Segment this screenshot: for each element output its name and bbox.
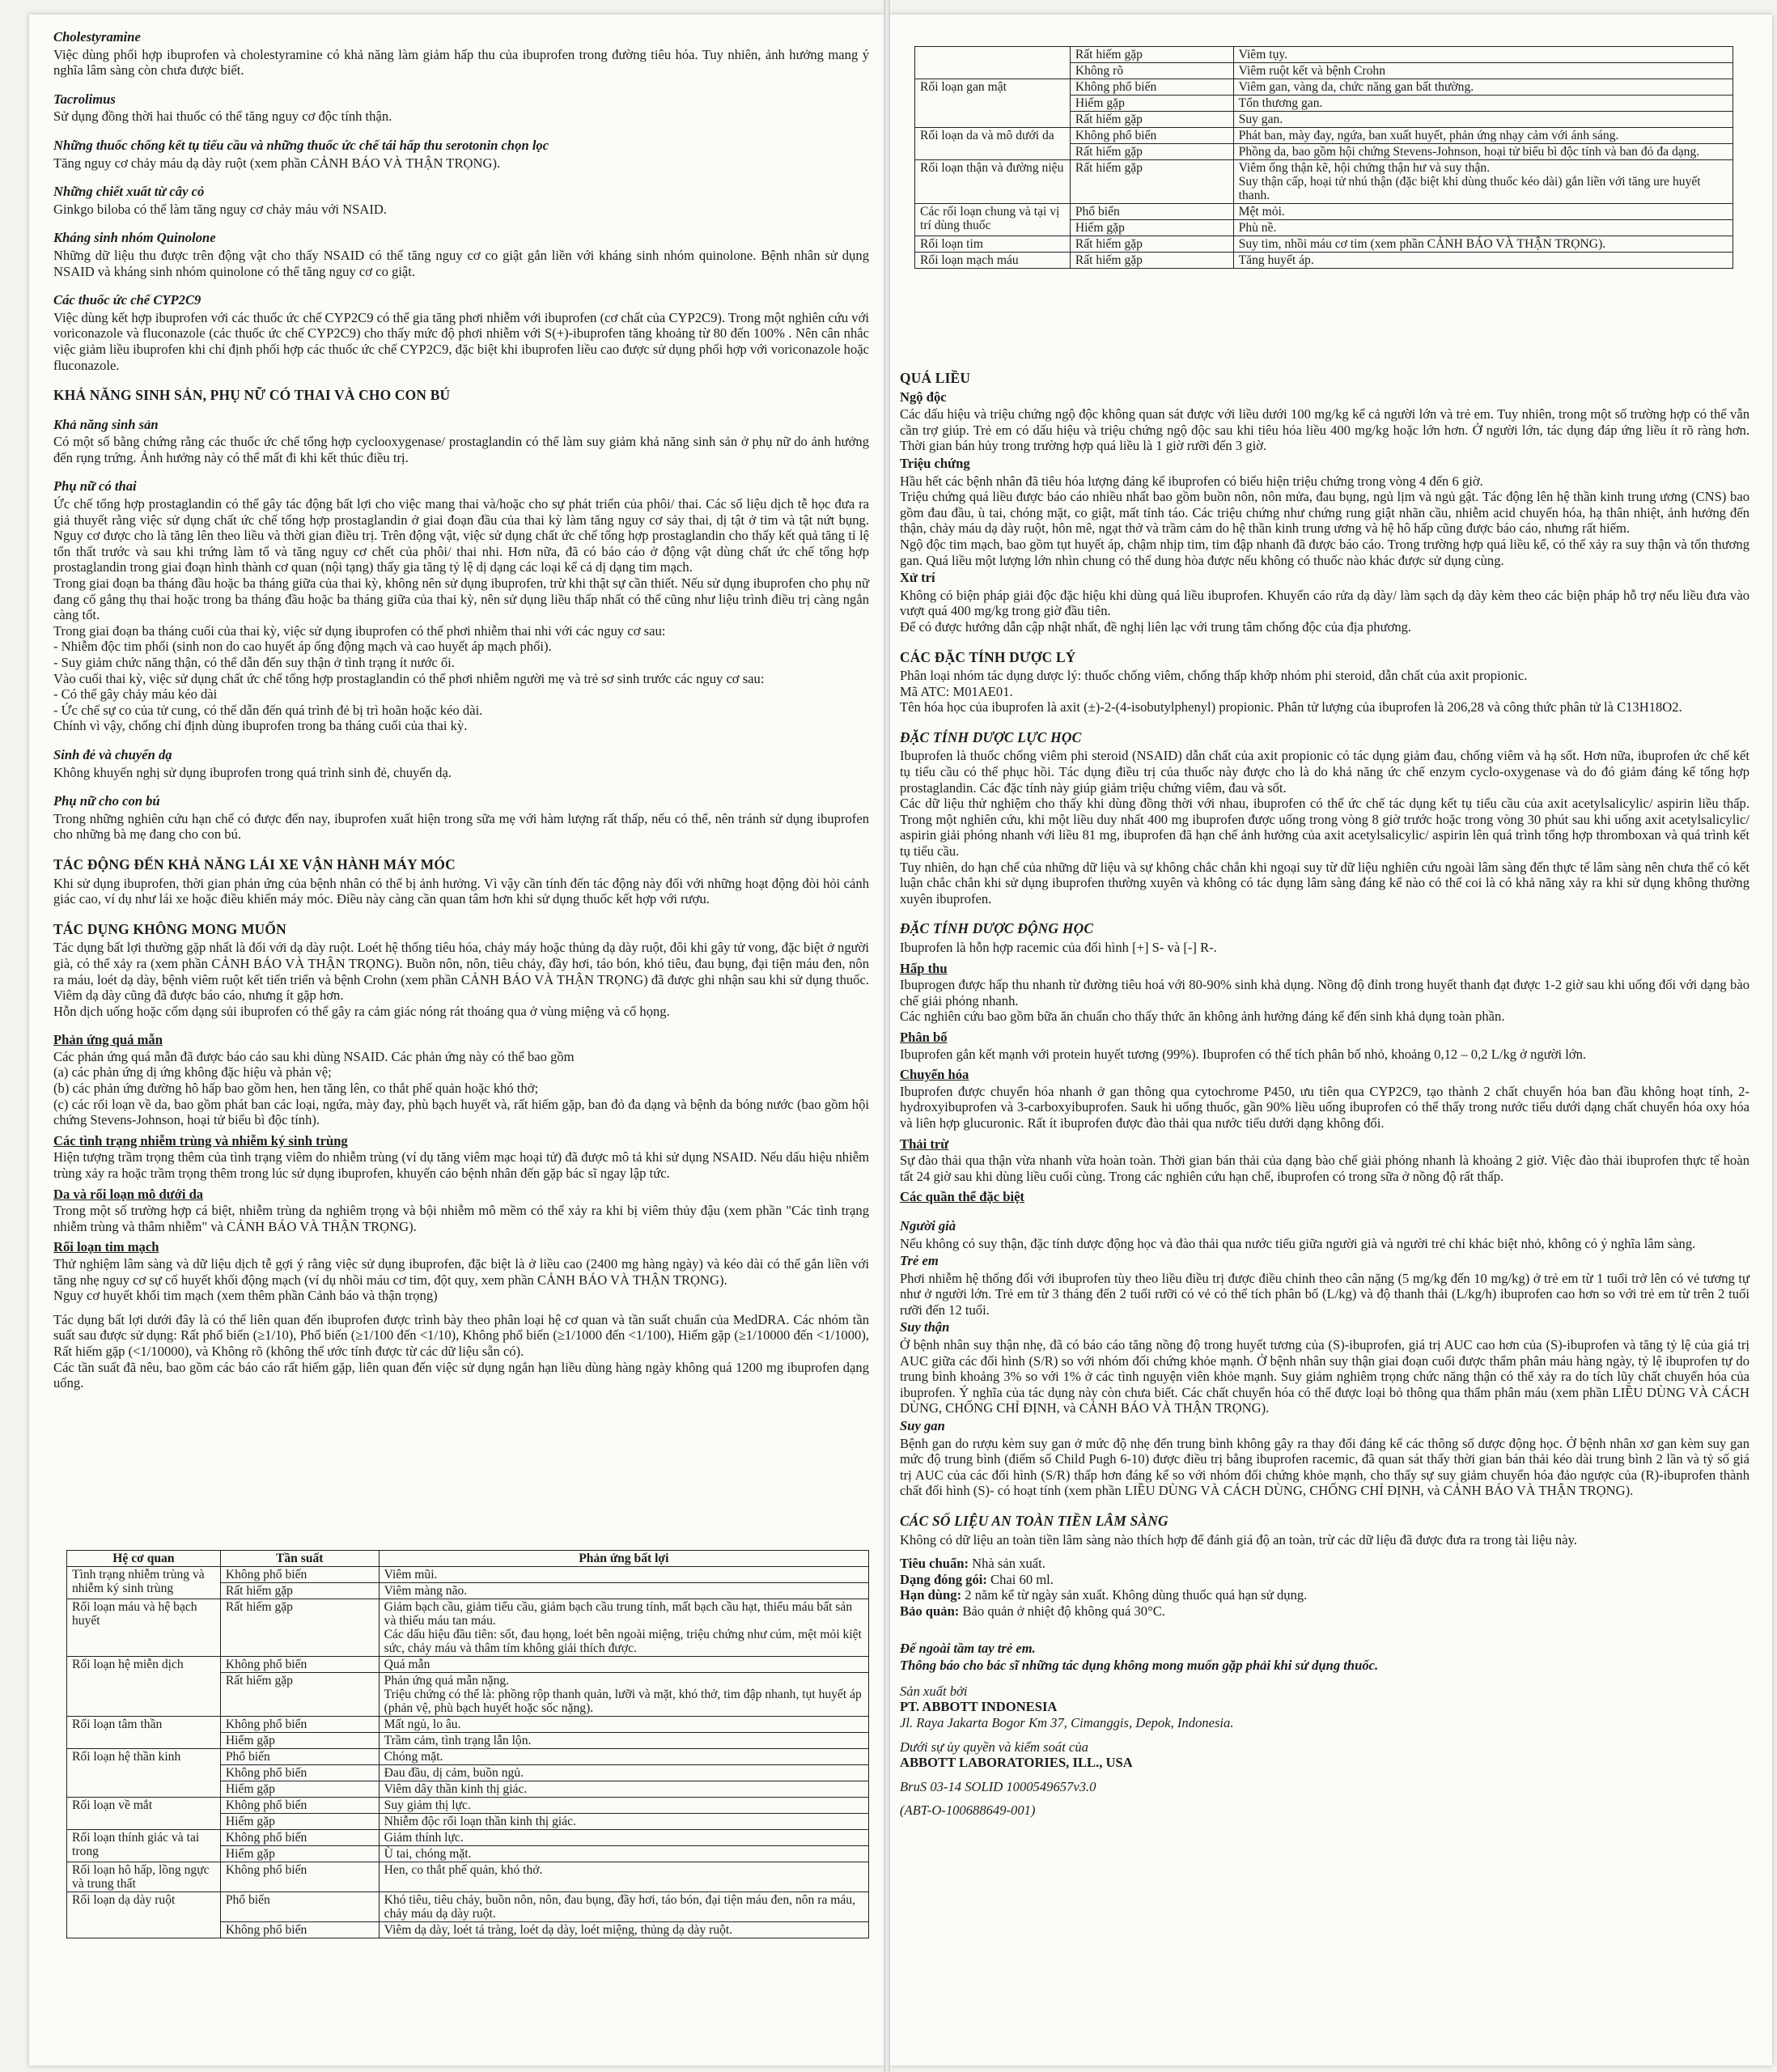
reaction-cell: Suy gan. <box>1233 112 1732 128</box>
frequency-cell: Không phổ biến <box>1070 128 1233 144</box>
spacer <box>900 1794 1749 1802</box>
spacer <box>900 1771 1749 1779</box>
spacer <box>900 1620 1749 1628</box>
column-header: Phản ứng bất lợi <box>379 1551 868 1567</box>
frequency-cell: Không phổ biến <box>220 1567 379 1583</box>
paragraph: Không khuyến nghị sử dụng ibuprofen trong quá trình sinh đẻ, chuyển dạ. <box>53 764 452 780</box>
paragraph: - Nhiễm độc tim phổi (sinh non do cao huyết áp ống động mạch và cao huyết áp mạch phổi). <box>53 639 552 655</box>
frequency-cell: Rất hiếm gặp <box>1070 253 1233 269</box>
spacer <box>53 1019 869 1027</box>
subheading: Cholestyramine <box>53 29 141 45</box>
subheading: Trẻ em <box>900 1253 939 1269</box>
subheading: Người già <box>900 1217 956 1233</box>
frequency-cell: Rất hiếm gặp <box>1070 112 1233 128</box>
organ-class-cell: Rối loạn mạch máu <box>915 253 1071 269</box>
subheading: Thông báo cho bác sĩ những tác dụng không mong muốn gặp phải khi sử dụng thuốc. <box>900 1658 1379 1674</box>
product-info-value: Nhà sản xuất. <box>969 1556 1045 1572</box>
paragraph: Phơi nhiễm hệ thống đối với ibuprofen tùy theo liều điều trị được điều chỉnh theo cân nặng (5 mg/kg đến 10 mg/kg) ở trẻ em từ 1 tuổi trở lên có vẻ tương tự như ở người lớn. Trẻ em từ 3 tháng đến 2 tuổi rưỡi có vẻ có thể tích phân bố (L/kg) và độ thanh thải (L/kg/h) ibuprofen cao hơn so với trẻ em từ trên 2 tuổi rưỡi đến 12 tuổi. <box>900 1270 1749 1318</box>
paragraph: Việc dùng kết hợp ibuprofen với các thuốc ức chế CYP2C9 có thể gia tăng phơi nhiễm với ibuprofen (cơ chất của CYP2C9). Trong một nghiên cứu với voriconazole và fluconazole (các thuốc ức chế CYP2C9) cho thấy mức độ phơi nhiễm với S(+)-ibuprofen tăng khoảng từ 80 đến 100% . Nên cân nhắc việc giảm liều ibuprofen khi chỉ định phối hợp các thuốc ức chế CYP2C9, đặc biệt khi ibuprofen liều cao được sử dụng phối hợp với voriconazole hoặc fluconazole. <box>53 309 869 373</box>
reaction-cell: Quá mẫn <box>379 1657 868 1673</box>
reaction-cell: Hen, co thắt phế quản, khó thở. <box>379 1862 868 1892</box>
spacer <box>900 1675 1749 1684</box>
table-header-row <box>67 1551 869 1567</box>
product-info-value: 2 năm kể từ ngày sản xuất. Không dùng thuốc quá hạn sử dụng. <box>961 1587 1308 1603</box>
section-heading: CÁC ĐẶC TÍNH DƯỢC LÝ <box>900 648 1076 665</box>
reaction-cell: Phồng da, bao gồm hội chứng Stevens-Johnson, hoại tử biểu bì độc tính và ban đỏ đa dạng. <box>1233 144 1732 160</box>
paragraph: Không có dữ liệu an toàn tiền lâm sàng nào thích hợp để đánh giá độ an toàn, trừ các dữ liệu đã được đưa ra trong tài liệu này. <box>900 1531 1577 1548</box>
underlined-heading: Chuyển hóa <box>900 1067 969 1083</box>
table-row <box>67 1657 869 1673</box>
reaction-cell: Khó tiêu, tiêu chảy, buồn nôn, nôn, đau bụng, đầy hơi, táo bón, đại tiện máu đen, nôn ra máu, chảy máu dạ dày ruột. <box>379 1892 868 1922</box>
paragraph: Không có biện pháp giải độc đặc hiệu khi dùng quá liều ibuprofen. Khuyến cáo rửa dạ dày/ làm sạch dạ dày kèm theo các biện pháp hỗ trợ nếu liều đưa vào vượt quá 400 mg/kg trong giờ đầu tiên. <box>900 587 1749 619</box>
paragraph: Ginkgo biloba có thể làm tăng nguy cơ chảy máu với NSAID. <box>53 201 388 217</box>
paragraph: Hiện tượng trầm trọng thêm của tình trạng viêm do nhiễm trùng (ví dụ tăng viêm mạc hoại tử) đã được mô tả khi sử dụng NSAID. Nếu dấu hiệu nhiễm trùng xảy ra hoặc trầm trọng thêm trong lúc sử dụng ibuprofen, khuyến cáo bệnh nhân đến gặp bác sĩ ngay lập tức. <box>53 1149 869 1182</box>
frequency-cell: Hiếm gặp <box>1070 220 1233 236</box>
organ-class-cell: Rối loạn tâm thần <box>67 1717 221 1749</box>
table-row <box>915 236 1733 253</box>
reaction-cell: Trầm cảm, tình trạng lẫn lộn. <box>379 1733 868 1749</box>
subheading: Phụ nữ cho con bú <box>53 793 160 809</box>
reaction-cell: Giảm bạch cầu, giảm tiểu cầu, giảm bạch cầu trung tính, mất bạch cầu hạt, thiếu máu bất sản và thiếu máu tan máu. Các dấu hiệu đầu tiên: sốt, đau họng, loét bên ngoài miệng, triệu chứng như cúm, mệt mỏi kiệt sức, chảy máu và thâm tím không giải thích được. <box>379 1599 868 1657</box>
paragraph: Triệu chứng quá liều được báo cáo nhiều nhất bao gồm buồn nôn, nôn mửa, đau bụng, ngủ lịm và ngủ gật. Tác động lên hệ thần kinh trung ương (CNS) bao gồm đau đầu, ù tai, chóng mặt, co giật, mất tỉnh táo. Các triệu chứng như chứng rung giật nhãn cầu, nhiễm acid chuyển hóa, hạ thân nhiệt, ảnh hưởng đến thận, chảy máu dạ dày ruột, hôn mê, ngạt thở và trầm cảm do hệ thần kinh trung ương và hệ hô hấp cũng được báo cáo, nhưng rất hiếm. <box>900 489 1749 537</box>
paragraph: Tên hóa học của ibuprofen là axit (±)-2-(4-isobutylphenyl) propionic. Phân tử lượng của ibuprofen là 206,28 và công thức phân tử là C13H18O2. <box>900 699 1682 715</box>
paragraph: Nếu không có suy thận, đặc tính dược động học và đào thải qua nước tiểu giữa người già và người trẻ chỉ khác biệt nhỏ, không có ý nghĩa lâm sàng. <box>900 1235 1696 1251</box>
organ-class-cell: Rối loạn hô hấp, lồng ngực và trung thất <box>67 1862 221 1892</box>
organ-class-cell: Rối loạn gan mật <box>915 79 1071 128</box>
paragraph: (b) các phản ứng đường hô hấp bao gồm hen, hen tăng lên, co thắt phế quản hoặc khó thở; <box>53 1081 539 1097</box>
paragraph: Ibuprofen gắn kết mạnh với protein huyết tương (99%). Ibuprofen có thể tích phân bố nhỏ, khoảng 0,12 – 0,2 L/kg ở người lớn. <box>900 1046 1587 1062</box>
section-heading: QUÁ LIỀU <box>900 370 971 386</box>
paragraph: Trong giai đoạn ba tháng cuối của thai kỳ, việc sử dụng ibuprofen có thể phơi nhiễm thai nhi với các nguy cơ sau: <box>53 622 666 639</box>
organ-class-cell: Rối loạn tim <box>915 236 1071 253</box>
paragraph: Các dữ liệu thử nghiệm cho thấy khi dùng đồng thời với nhau, ibuprofen có thể ức chế tác dụng kết tụ tiểu cầu của axit acetylsalicylic/ aspirin liều thấp. Trong một nghiên cứu, khi một liều duy nhất 400 mg ibuprofen được uống trong vòng 8 giờ trước hoặc trong vòng 30 phút sau khi uống axit acetylsalicylic/ aspirin giải phóng nhanh với liều 81 mg, ibuprofen đã hạn chế ảnh hưởng của axit acetylsalicylic/ aspirin lên quá trình tổng hợp thromboxan và quá trình kết tụ tiểu cầu. <box>900 796 1749 860</box>
spacer <box>900 1731 1749 1739</box>
paragraph: - Suy giảm chức năng thận, có thể dẫn đến suy thận ở tình trạng ít nước ối. <box>53 655 455 670</box>
underlined-heading: Phân bố <box>900 1029 948 1045</box>
paragraph: - Có thể gây chảy máu kéo dài <box>53 686 218 703</box>
reaction-cell: Viêm màng não. <box>379 1583 868 1599</box>
subheading: Khả năng sinh sản <box>53 416 159 432</box>
frequency-cell: Không rõ <box>1070 63 1233 79</box>
paragraph: Tăng nguy cơ chảy máu dạ dày ruột (xem phần CẢNH BÁO VÀ THẬN TRỌNG). <box>53 155 501 171</box>
frequency-cell: Không phổ biến <box>220 1657 379 1673</box>
product-info-line <box>900 1572 1749 1588</box>
organ-class-cell: Rối loạn hệ thần kinh <box>67 1749 221 1798</box>
paragraph: Sử dụng đồng thời hai thuốc có thể tăng nguy cơ độc tính thận. <box>53 108 392 125</box>
reaction-cell: Đau đầu, dị cảm, buồn ngủ. <box>379 1765 868 1781</box>
paragraph: Ibuprogen được hấp thu nhanh từ đường tiêu hoá với 80-90% sinh khả dụng. Nồng độ đỉnh trong huyết thanh đạt được 1-2 giờ sau khi uống đối với dạng bào chế giải phóng nhanh. <box>900 977 1749 1008</box>
underlined-heading: Các quần thể đặc biệt <box>900 1189 1024 1205</box>
paragraph: Có một số bằng chứng rằng các thuốc ức chế tổng hợp cyclooxygenase/ prostaglandin có thể làm suy giảm khả năng sinh sản ở phụ nữ do ảnh hưởng đến rụng trứng. Ảnh hưởng này có thể mất đi khi kết thúc điều trị. <box>53 434 869 465</box>
underlined-heading: Thải trừ <box>900 1136 949 1152</box>
footer-line: Sản xuất bởi <box>900 1683 968 1699</box>
paragraph: Để có được hướng dẫn cập nhật nhất, đề nghị liên lạc với trung tâm chống độc của địa phương. <box>900 618 1412 635</box>
paragraph: Bệnh gan do rượu kèm suy gan ở mức độ nhẹ đến trung bình không gây ra thay đổi đáng kể các thông số dược động học. Ở bệnh nhân xơ gan kèm suy gan mức độ trung bình (điểm số Child Pugh 6-10) được điều trị bằng ibuprofen racemic, đã quan sát thấy thời gian bán thải kéo dài trung bình 2 lần và tỷ số giá trị AUC của các đối hình (S/R) thấp hơn đáng kể so với nhóm đối chứng khỏe mạnh, cho thấy sự suy giảm chuyển hóa đảo ngược của (R)-ibuprofen thành chất đối hình (S)- có hoạt tính (xem phần LIỀU DÙNG VÀ CÁCH DÙNG, CHỐNG CHỈ ĐỊNH, và CẢNH BÁO VÀ THẬN TRỌNG). <box>900 1435 1749 1499</box>
paragraph: Thử nghiệm lâm sàng và dữ liệu dịch tễ gợi ý rằng việc sử dụng ibuprofen, đặc biệt là ở liều cao (2400 mg hàng ngày) và kéo dài có thể gắn liền với tăng nhẹ nguy cơ sự cố huyết khối động mạch (ví dụ nhồi máu cơ tim, đột quỵ, xem phần CẢNH BÁO VÀ THẬN TRỌNG). <box>53 1256 869 1288</box>
table-row <box>67 1749 869 1765</box>
section-heading: TÁC DỤNG KHÔNG MONG MUỐN <box>53 920 286 937</box>
subheading: Suy thận <box>900 1319 950 1335</box>
organ-class-cell: Rối loạn hệ miễn dịch <box>67 1657 221 1717</box>
table-row <box>915 47 1733 63</box>
paragraph: Ibuprofen được chuyển hóa nhanh ở gan thông qua cytochrome P450, ưu tiên qua CYP2C9, tạo thành 2 chất chuyển hóa ban đầu không hoạt tính, 2-hydroxyibuprofen và 3-carboxyibuprofen. Sauk hi uống thuốc, gần 90% liều uống ibuprofen có thể thấy trong nước tiểu dưới dạng chất chuyển hóa oxy hóa và liên hợp glucuronic. Rất ít ibuprofen được đào thải qua nước tiểu dưới dạng không đổi. <box>900 1083 1749 1131</box>
organ-class-cell: Các rối loạn chung và tại vị trí dùng thuốc <box>915 204 1071 236</box>
paragraph: Sự đào thải qua thận vừa nhanh vừa hoàn toàn. Thời gian bán thải của dạng bào chế giải phóng nhanh là khoảng 2 giờ. Việc đào thải ibuprofen thực tế hoàn tất 24 giờ sau khi dùng liều cuối cùng. Trong các nghiên cứu hạn chế, ibuprofen có trong sữa ở nồng độ rất thấp. <box>900 1153 1749 1184</box>
paragraph: Các tần suất đã nêu, bao gồm các báo cáo rất hiếm gặp, liên quan đến việc sử dụng ngắn hạn liều dùng hàng ngày không quá 1200 mg ibuprofen dạng uống. <box>53 1359 869 1391</box>
paragraph: Trong một số trường hợp cá biệt, nhiễm trùng da nghiêm trọng và bội nhiễm mô mềm có thể xảy ra khi bị viêm thủy đậu (xem phần "Các tình trạng nhiễm trùng và thâm nhiễm" và CẢNH BÁO VÀ THẬN TRỌNG). <box>53 1203 869 1234</box>
frequency-cell: Không phổ biến <box>220 1798 379 1814</box>
paragraph: Hầu hết các bệnh nhân đã tiêu hóa lượng đáng kể ibuprofen có biểu hiện triệu chứng trong vòng 4 đến 6 giờ. <box>900 473 1483 489</box>
product-info-key: Dạng đóng gói: <box>900 1571 987 1587</box>
paragraph: Các phản ứng quá mẫn đã được báo cáo sau khi dùng NSAID. Các phản ứng này có thể bao gồm <box>53 1048 575 1064</box>
reaction-cell: Viêm mũi. <box>379 1567 868 1583</box>
frequency-cell: Rất hiếm gặp <box>1070 236 1233 253</box>
frequency-cell: Hiếm gặp <box>1070 96 1233 112</box>
frequency-cell: Rất hiếm gặp <box>1070 144 1233 160</box>
paragraph: Các dấu hiệu và triệu chứng ngộ độc không quan sát được với liều dưới 100 mg/kg kể cả người lớn và trẻ em. Tuy nhiên, trong một số trường hợp có thể vẫn cần trợ giúp. Trẻ em có dấu hiệu và triệu chứng ngộ độc sau khi tiêu hóa liều 400 mg/kg hoặc lớn hơn. Ở người lớn, tác dụng đáp ứng liều ít rõ ràng hơn. Thời gian bán hủy trong trường hợp quá liều là 1 giờ rưỡi đến 3 giờ. <box>900 406 1749 454</box>
frequency-cell: Không phổ biến <box>220 1717 379 1733</box>
company-name: PT. ABBOTT INDONESIA <box>900 1699 1058 1715</box>
subheading: Triệu chứng <box>900 455 970 471</box>
paragraph: Phân loại nhóm tác dụng dược lý: thuốc chống viêm, chống thấp khớp nhóm phi steroid, dẫn chất của axit propionic. <box>900 668 1528 684</box>
underlined-heading: Hấp thu <box>900 960 948 976</box>
right-column <box>900 356 1749 1819</box>
frequency-cell: Rất hiếm gặp <box>220 1599 379 1657</box>
frequency-cell: Phổ biến <box>220 1892 379 1922</box>
paragraph: Những dữ liệu thu được trên động vật cho thấy NSAID có thể tăng nguy cơ co giật gắn liền với kháng sinh nhóm quinolone. Bệnh nhân sử dụng NSAID và kháng sinh nhóm quinolone có thể tăng nguy cơ co giật. <box>53 247 869 279</box>
paragraph: Chính vì vậy, chống chỉ định dùng ibuprofen trong ba tháng cuối của thai kỳ. <box>53 718 468 734</box>
frequency-cell: Không phổ biến <box>1070 79 1233 96</box>
subheading: Tacrolimus <box>53 91 116 107</box>
paragraph: Ngộ độc tim mạch, bao gồm tụt huyết áp, chậm nhịp tim, tim đập nhanh đã được báo cáo. Trong trường hợp quá liều kể, có thể xảy ra suy thận và tổn thương gan. Quá liều một lượng lớn nhìn chung có thể dung hòa được nếu không có thuốc nào khác được sử dụng cùng. <box>900 536 1749 568</box>
company-name: ABBOTT LABORATORIES, ILL., USA <box>900 1755 1133 1771</box>
frequency-cell: Phổ biến <box>1070 204 1233 220</box>
reaction-cell: Giảm thính lực. <box>379 1830 868 1846</box>
section-heading: ĐẶC TÍNH DƯỢC ĐỘNG HỌC <box>900 920 1094 937</box>
subheading: Kháng sinh nhóm Quinolone <box>53 230 216 246</box>
table-row <box>67 1599 869 1657</box>
reaction-cell: Viêm dây thần kinh thị giác. <box>379 1781 868 1798</box>
underlined-heading: Rối loạn tim mạch <box>53 1239 159 1255</box>
frequency-cell: Hiếm gặp <box>220 1781 379 1798</box>
organ-class-cell: Rối loạn dạ dày ruột <box>67 1892 221 1938</box>
paragraph: Ibuprofen là thuốc chống viêm phi steroid (NSAID) dẫn chất của axit propionic có tác dụng giảm đau, chống viêm và hạ sốt. Hơn nữa, ibuprofen ức chế kết tụ tiểu cầu có thể phục hồi. Tác dụng điều trị của thuốc này được cho là do khả năng ức chế enzym cyclo-oxygenase và do đó giảm đáng kể tổng hợp prostaglandin. Các đặc tính này giúp giảm triệu chứng viêm, đau và sốt. <box>900 748 1749 796</box>
table-row <box>915 204 1733 220</box>
frequency-cell: Hiếm gặp <box>220 1814 379 1830</box>
section-heading: TÁC ĐỘNG ĐẾN KHẢ NĂNG LÁI XE VẬN HÀNH MÁY MÓC <box>53 856 456 873</box>
underlined-heading: Các tình trạng nhiễm trùng và nhiễm ký sinh trùng <box>53 1132 348 1149</box>
subheading: Sinh đẻ và chuyển dạ <box>53 746 172 762</box>
reaction-cell: Suy giảm thị lực. <box>379 1798 868 1814</box>
spacer <box>53 1304 869 1312</box>
reaction-cell: Mệt mỏi. <box>1233 204 1732 220</box>
organ-class-cell: Rối loạn da và mô dưới da <box>915 128 1071 160</box>
section-heading: ĐẶC TÍNH DƯỢC LỰC HỌC <box>900 728 1082 745</box>
footer-line: BruS 03-14 SOLID 1000549657v3.0 <box>900 1778 1096 1794</box>
table-row <box>67 1830 869 1846</box>
paragraph: Mã ATC: M01AE01. <box>900 683 1013 699</box>
frequency-cell: Không phổ biến <box>220 1922 379 1938</box>
paragraph: Việc dùng phối hợp ibuprofen và cholestyramine có khả năng làm giảm hấp thu của ibuprofen trong đường tiêu hóa. Tuy nhiên, ảnh hưởng mang ý nghĩa lâm sàng còn chưa được biết. <box>53 46 869 79</box>
table-row <box>915 79 1733 96</box>
frequency-cell: Rất hiếm gặp <box>220 1583 379 1599</box>
footer-line: Jl. Raya Jakarta Bogor Km 37, Cimanggis, Depok, Indonesia. <box>900 1714 1234 1730</box>
underlined-heading: Phản ứng quá mẫn <box>53 1032 163 1048</box>
frequency-cell: Không phổ biến <box>220 1862 379 1892</box>
subheading: Những thuốc chống kết tụ tiểu cầu và những thuốc ức chế tái hấp thu serotonin chọn lọc <box>53 137 549 153</box>
table-row <box>67 1567 869 1583</box>
paragraph: Ở bệnh nhân suy thận nhẹ, đã có báo cáo tăng nồng độ trong huyết tương của (S)-ibuprofen, giá trị AUC cao hơn của (S)-ibuprofen và tăng tỷ lệ của giá trị AUC giữa các đối hình (S/R) so với nhóm đối chứng khỏe mạnh. Ở bệnh nhân suy thận giai đoạn cuối được thẩm phân máu hàng ngày, tỷ lệ ibuprofen tự do trung bình khoảng 3% so với 1% ở các tình nguyện viên khỏe mạnh. Suy giảm nghiêm trọng chức năng thận có thể xảy ra do tích lũy chất chuyển hóa của ibuprofen. Ý nghĩa của tác dụng này còn chưa biết. Các chất chuyển hóa có thể được loại bỏ thông qua thẩm phân máu (xem phần LIỀU DÙNG VÀ CÁCH DÙNG, CHỐNG CHỈ ĐỊNH, và CẢNH BÁO VÀ THẬN TRỌNG). <box>900 1337 1749 1416</box>
product-info-line <box>900 1587 1749 1603</box>
product-info-value: Chai 60 ml. <box>986 1571 1054 1587</box>
reaction-cell: Chóng mặt. <box>379 1749 868 1765</box>
table-row <box>915 128 1733 144</box>
paragraph: Ức chế tổng hợp prostaglandin có thể gây tác động bất lợi cho việc mang thai và/hoặc cho sự phát triển của phôi/ thai. Các số liệu dịch tễ học đưa ra giả thuyết rằng việc sử dụng chất ức chế tổng hợp prostaglandin ở giai đoạn đầu của thai kỳ làm tăng nguy cơ sảy thai, dị tật ở tim và tật nứt bụng. Nguy cơ được cho là tăng lên theo liều và thời gian điều trị. Trên động vật, việc sử dụng chất ức chế tổng hợp prostaglandin cho thấy kết quả tăng tỉ lệ tổn thất trước và sau khi trứng làm tổ và tăng nguy cơ chết của phôi/ thai nhi. Hơn nữa, đã có báo cáo ở động vật dùng chất ức chế tổng hợp prostaglandin trong giai đoạn hình thành cơ quan (nội tạng) thấy gia tăng tỷ lệ dị dạng các loại kể cả dị dạng tim mạch. <box>53 496 869 575</box>
reaction-cell: Viêm gan, vàng da, chức năng gan bất thường. <box>1233 79 1732 96</box>
table-row <box>915 253 1733 269</box>
organ-class-cell: Rối loạn thính giác và tai trong <box>67 1830 221 1862</box>
paragraph: Nguy cơ huyết khối tim mạch (xem thêm phần Cảnh báo và thận trọng) <box>53 1288 438 1304</box>
reaction-cell: Tăng huyết áp. <box>1233 253 1732 269</box>
paragraph: Ibuprofen là hỗn hợp racemic của đối hình [+] S- và [-] R-. <box>900 940 1217 955</box>
underlined-heading: Da và rối loạn mô dưới da <box>53 1186 204 1202</box>
reaction-cell: Viêm dạ dày, loét tá tràng, loét dạ dày, loét miệng, thủng dạ dày ruột. <box>379 1922 868 1938</box>
reaction-cell: Viêm ruột kết và bệnh Crohn <box>1233 63 1732 79</box>
table-row <box>67 1717 869 1733</box>
subheading: Ngộ độc <box>900 388 947 405</box>
subheading: Những chiết xuất từ cây cỏ <box>53 184 205 200</box>
page-fold <box>884 0 890 2072</box>
footer-line: (ABT-O-100688649-001) <box>900 1802 1036 1819</box>
reaction-cell: Phản ứng quá mẫn nặng. Triệu chứng có thể là: phồng rộp thanh quản, lưỡi và mặt, khó thở, tim đập nhanh, tụt huyết áp (phản vệ, phù bạch huyết hoặc sốc nặng). <box>379 1673 868 1717</box>
table-row <box>915 160 1733 204</box>
subheading: Phụ nữ có thai <box>53 478 137 495</box>
frequency-cell: Hiếm gặp <box>220 1733 379 1749</box>
reaction-cell: Ù tai, chóng mặt. <box>379 1846 868 1862</box>
subheading: Xử trí <box>900 570 935 586</box>
reaction-cell: Viêm tụy. <box>1233 47 1732 63</box>
paragraph: Khi sử dụng ibuprofen, thời gian phản ứng của bệnh nhân có thể bị ảnh hưởng. Vì vậy cần tính đến tác động này đối với những hoạt động đòi hỏi cảnh giác cao, ví dụ như lái xe hoặc điều khiển máy móc. Điều này càng cần quan tâm hơn khi sử dụng thuốc kết hợp với rượu. <box>53 875 869 907</box>
paragraph: Tác dụng bất lợi thường gặp nhất là đối với dạ dày ruột. Loét hệ thống tiêu hóa, chảy máy hoặc thủng dạ dày ruột, đôi khi gây tử vong, đặc biệt ở người già, có thể xảy ra (xem phần CẢNH BÁO VÀ THẬN TRỌNG). Buồn nôn, nôn, tiêu chảy, đầy hơi, táo bón, khó tiêu, đau bụng, đại tiện máu đen, nôn ra máu, loét dạ dày, bệnh viêm ruột kết tiến triển và bệnh Crohn (xem phần CẢNH BÁO VÀ THẬN TRỌNG) đã được ghi nhận sau khi sử dụng thuốc. Viêm dạ dày cũng đã được báo cáo, nhưng ít gặp hơn. <box>53 940 869 1004</box>
column-header: Hệ cơ quan <box>67 1551 221 1567</box>
product-info-key: Tiêu chuẩn: <box>900 1556 969 1572</box>
paragraph: - Ức chế sự co của tử cung, có thể dẫn đến quá trình đẻ bị trì hoãn hoặc kéo dài. <box>53 702 483 718</box>
column-header: Tần suất <box>220 1551 379 1567</box>
frequency-cell: Phổ biến <box>220 1749 379 1765</box>
paragraph: Các nghiên cứu bao gồm bữa ăn chuẩn cho thấy thức ăn không ảnh hưởng đáng kể đến sinh khả dụng toàn phần. <box>900 1008 1505 1025</box>
organ-class-cell: Tình trạng nhiễm trùng và nhiễm ký sinh trùng <box>67 1567 221 1599</box>
frequency-cell: Rất hiếm gặp <box>220 1673 379 1717</box>
paragraph: Tác dụng bất lợi dưới đây là có thể liên quan đến ibuprofen được trình bày theo phân loại hệ cơ quan và tần suất chuẩn của MedDRA. Các nhóm tần suất sau được sử dụng: Rất phổ biến (≥1/10), Phổ biến (≥1/100 đến <1/10), Không phổ biến (≥1/1000 đến <1/100), Hiếm gặp (≥1/10000 đến <1/1000), Rất hiếm gặp (<1/10000), và Không rõ (không thể ước tính được từ các dữ liệu sẵn có). <box>53 1311 869 1359</box>
paragraph: Trong giai đoạn ba tháng đầu hoặc ba tháng giữa của thai kỳ, không nên sử dụng ibuprofen, trừ khi thật sự cần thiết. Nếu sử dụng ibuprofen cho phụ nữ đang cố gắng thụ thai hoặc trong ba tháng đầu hoặc ba tháng giữa của thai kỳ, nên sử dụng liều thấp nhất có thể cũng như liệu trình điều trị càng ngắn càng tốt. <box>53 575 869 623</box>
product-info-line <box>900 1556 1749 1572</box>
spacer <box>900 1548 1749 1556</box>
product-info-key: Hạn dùng: <box>900 1587 962 1603</box>
reaction-cell: Phù nề. <box>1233 220 1732 236</box>
frequency-cell: Hiếm gặp <box>220 1846 379 1862</box>
paragraph: Hỗn dịch uống hoặc cốm dạng sủi ibuprofen có thể gây ra cảm giác nóng rát thoáng qua ở vùng miệng và cổ họng. <box>53 1003 670 1019</box>
reaction-cell: Tổn thương gan. <box>1233 96 1732 112</box>
table-row <box>67 1862 869 1892</box>
frequency-cell: Rất hiếm gặp <box>1070 160 1233 204</box>
table-row <box>67 1798 869 1814</box>
footer-line: Dưới sự ủy quyền và kiểm soát của <box>900 1739 1088 1755</box>
product-info-key: Bảo quản: <box>900 1603 960 1619</box>
frequency-cell: Rất hiếm gặp <box>1070 47 1233 63</box>
subheading: Các thuốc ức chế CYP2C9 <box>53 292 201 308</box>
left-column <box>53 29 869 1391</box>
reaction-cell: Suy tim, nhồi máu cơ tim (xem phần CẢNH BÁO VÀ THẬN TRỌNG). <box>1233 236 1732 253</box>
paragraph: (a) các phản ứng dị ứng không đặc hiệu và phản vệ; <box>53 1064 332 1081</box>
frequency-cell: Không phổ biến <box>220 1830 379 1846</box>
adverse-reactions-table-continued <box>914 46 1733 269</box>
adverse-reactions-table <box>66 1550 869 1938</box>
subheading: Để ngoài tầm tay trẻ em. <box>900 1640 1036 1656</box>
organ-class-cell: Rối loạn máu và hệ bạch huyết <box>67 1599 221 1657</box>
reaction-cell: Viêm ống thận kẽ, hội chứng thận hư và suy thận. Suy thận cấp, hoại tử nhú thận (đặc biệt khi dùng thuốc kéo dài) gắn liền với tăng ure huyết thanh. <box>1233 160 1732 204</box>
frequency-cell: Không phổ biến <box>220 1765 379 1781</box>
paragraph: Trong những nghiên cứu hạn chế có được đến nay, ibuprofen xuất hiện trong sữa mẹ với hàm lượng rất thấp, nếu có thể, nên tránh sử dụng ibuprofen cho những bà mẹ đang cho con bú. <box>53 810 869 843</box>
organ-class-cell: Rối loạn thận và đường niệu <box>915 160 1071 204</box>
product-info-line <box>900 1603 1749 1620</box>
reaction-cell: Nhiễm độc rối loạn thần kinh thị giác. <box>379 1814 868 1830</box>
product-info-value: Bảo quản ở nhiệt độ không quá 30°C. <box>959 1603 1165 1619</box>
reaction-cell: Mất ngủ, lo âu. <box>379 1717 868 1733</box>
organ-class-cell <box>915 47 1071 79</box>
paragraph: Tuy nhiên, do hạn chế của những dữ liệu và sự không chắc chắn khi ngoại suy từ dữ liệu nghiên cứu ngoài lâm sàng đến thực tế lâm sàng nên chưa thể có kết luận chắc chắn khi sử dụng ibuprofen thường xuyên và không có tác dụng lâm sàng đáng kể nào có thể coi là có khả năng xảy ra khi sử dụng không thường xuyên ibuprofen. <box>900 859 1749 906</box>
paragraph: Vào cuối thai kỳ, việc sử dụng chất ức chế tổng hợp prostaglandin có thể phơi nhiễm người mẹ và trẻ sơ sinh trước các nguy cơ sau: <box>53 670 765 686</box>
subheading: Suy gan <box>900 1418 945 1434</box>
reaction-cell: Phát ban, mày đay, ngứa, ban xuất huyết, phản ứng nhạy cảm với ánh sáng. <box>1233 128 1732 144</box>
organ-class-cell: Rối loạn về mắt <box>67 1798 221 1830</box>
table-row <box>67 1892 869 1922</box>
paragraph: (c) các rối loạn về da, bao gồm phát ban các loại, ngứa, mày đay, phù bạch huyết và, rất hiếm gặp, ban đỏ đa dạng và bệnh da bóng nước (bao gồm hội chứng Stevens-Johnson, hoại tử biểu bì độc tính). <box>53 1096 869 1128</box>
section-heading: CÁC SỐ LIỆU AN TOÀN TIỀN LÂM SÀNG <box>900 1513 1168 1529</box>
section-heading: KHẢ NĂNG SINH SẢN, PHỤ NỮ CÓ THAI VÀ CHO CON BÚ <box>53 387 451 404</box>
